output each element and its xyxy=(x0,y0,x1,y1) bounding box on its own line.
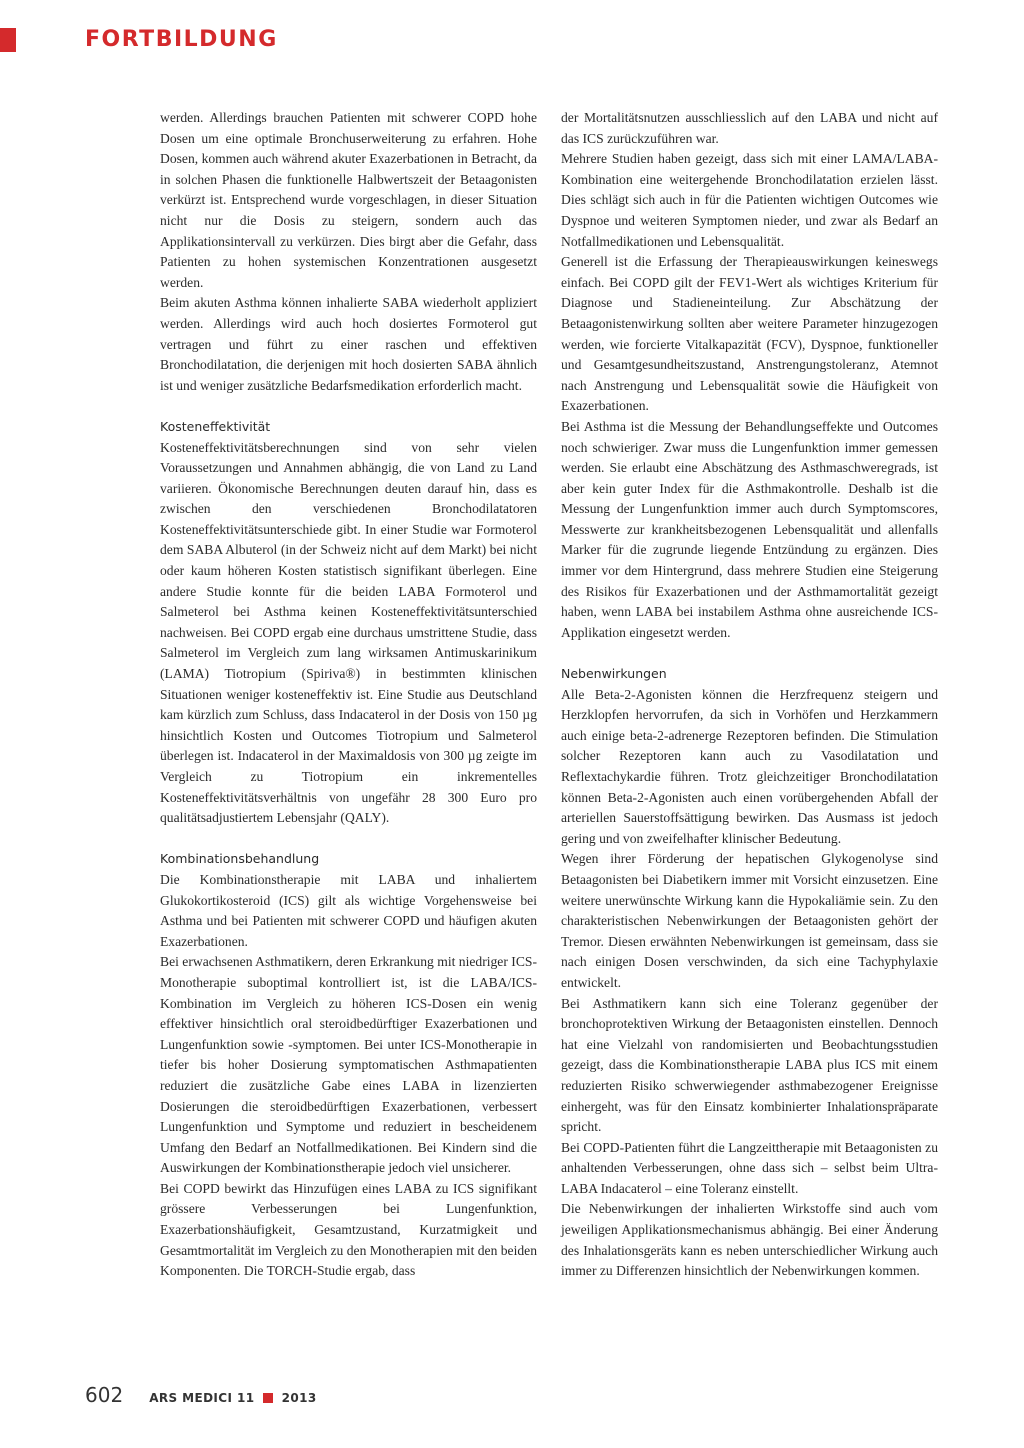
journal-info xyxy=(149,1391,316,1405)
left-column xyxy=(160,108,537,1282)
footer-marker xyxy=(263,1393,273,1403)
section-title: FORTBILDUNG xyxy=(85,27,278,52)
journal-name: ARS MEDICI 11 xyxy=(149,1391,255,1405)
page-number: 602 xyxy=(85,1383,124,1407)
paragraph: Die Kombinationstherapie mit LABA und inhaliertem Glukokortikosteroid (ICS) gilt als wichtige Vorgehensweise bei Asthma und bei Patienten mit schwerer COPD und häufigen akuten Exazerbationen. xyxy=(160,871,537,949)
paragraph: Bei Asthmatikern kann sich eine Toleranz gegenüber der bronchoprotektiven Wirkung der Betaagonisten einstellen. Dennoch hat eine Vielzahl von randomisierten und Beobachtungsstudien gezeigt, dass die Kombinationstherapie LABA plus ICS mit einem reduzierten Risiko schwerwiegender asthmabezogener Ereignisse einhergeht, was für den Einsatz kombinierter Inhalationspräparate spricht. xyxy=(561,995,938,1135)
paragraph: Bei erwachsenen Asthmatikern, deren Erkrankung mit niedriger ICS-Monotherapie suboptimal kontrolliert ist, ist die LABA/ICS-Kombination im Vergleich zu höheren ICS-Dosen ein wenig effektiver hinsichtlich oral steroidbedürftiger Exazerbationen und Lungenfunktion sowie -symptomen. Bei unter ICS-Monotherapie in tiefer bis hoher Dosierung symptomatischen Asthmapatienten reduziert die zusätzliche Gabe eines LABA in lizenzierten Dosierungen die steroidbedürftigen Exazerbationen, verbessert Lungenfunktion und Symptome und reduziert in bescheidenem Umfang den Bedarf an Notfallmedikationen. Bei Kindern sind die Auswirkungen der Kombinationstherapie jedoch viel unsicherer. xyxy=(160,954,537,1176)
paragraph: Bei COPD bewirkt das Hinzufügen eines LABA zu ICS signifikant grössere Verbesserungen bei Lungenfunktion, Exazerbationshäufigkeit, Gesamtzustand, Kurzatmigkeit und Gesamtmortalität im Vergleich zu den Monotherapien mit den beiden Komponenten. Die TORCH-Studie ergab, dass xyxy=(160,1180,537,1279)
paragraph: Generell ist die Erfassung der Therapieauswirkungen keineswegs einfach. Bei COPD gilt der FEV1-Wert als wichtiges Kriterium für Diagnose und Stadieneinteilung. Zur Abschätzung der Betaagonistenwirkung sollten aber weitere Parameter hinzugezogen werden, wie forcierte Vitalkapazität (FCV), Dyspnoe, funktioneller und Gesamtgesundheitszustand, Anstrengungstoleranz, Atemnot nach Anstrengung und Lebensqualität sowie die Häufigkeit von Exazerbationen. xyxy=(561,254,938,414)
page-footer xyxy=(85,1383,317,1407)
paragraph: der Mortalitätsnutzen ausschliesslich auf den LABA und nicht auf das ICS zurückzuführen war. xyxy=(561,110,938,146)
paragraph: Beim akuten Asthma können inhalierte SABA wiederholt appliziert werden. Allerdings wird auch hoch dosiertes Formoterol gut vertragen und führt zu einer raschen und effektiven Bronchodilatation, die derjenigen mit hoch dosierten SABA ähnlich ist und weniger zusätzliche Bedarfsmedikation erforderlich macht. xyxy=(160,295,537,393)
paragraph: Bei Asthma ist die Messung der Behandlungseffekte und Outcomes noch schwieriger. Zwar muss die Lungenfunktion immer gemessen werden. Sie erlaubt eine Abschätzung des Asthmaschweregrads, ist aber kein guter Index für die Asthmakontrolle. Deshalb ist die Messung der Lungenfunktion immer auch durch Symptomscores, Messwerte zur krankheitsbezogenen Lebensqualität und allenfalls Marker für die zugrunde liegende Entzündung zu ergänzen. Dies immer vor dem Hintergrund, dass mehrere Studien eine Steigerung des Risikos für Exazerbationen und der Asthmamortalität gezeigt haben, wenn LABA bei instabilem Asthma ohne ausreichende ICS-Applikation eingesetzt werden. xyxy=(561,418,938,640)
subheading-kombinationsbehandlung: Kombinationsbehandlung xyxy=(160,851,320,867)
subheading-nebenwirkungen: Nebenwirkungen xyxy=(561,666,667,682)
subheading-kosteneffektivitaet: Kosteneffektivität xyxy=(160,418,271,434)
paragraph: Die Nebenwirkungen der inhalierten Wirkstoffe sind auch vom jeweiligen Applikationsmechanismus abhängig. Bei einer Änderung des Inhalationsgeräts kann es neben unterschiedlicher Wirkung auch immer zu Differenzen hinsichtlich der Nebenwirkungen kommen. xyxy=(561,1201,938,1279)
right-column xyxy=(561,108,938,1282)
section-marker xyxy=(0,28,16,52)
paragraph: Wegen ihrer Förderung der hepatischen Glykogenolyse sind Betaagonisten bei Diabetikern immer mit Vorsicht einzusetzen. Eine weitere unerwünschte Wirkung kann die Hypokaliämie sein. Zu den charakteristischen Nebenwirkungen der Betaagonisten gehört der Tremor. Diesen erwähnten Nebenwirkungen ist gemeinsam, dass sie nach einigen Dosen verschwinden, da sich eine Tachyphylaxie entwickelt. xyxy=(561,851,938,990)
paragraph: Mehrere Studien haben gezeigt, dass sich mit einer LAMA/LABA-Kombination eine weitergehende Bronchodilatation erzielen lässt. Dies schlägt sich auch in für die Patienten wichtigen Outcomes wie Dyspnoe und weiteren Symptomen nieder, und zwar als Bedarf an Notfallmedikationen und Lebensqualität. xyxy=(561,151,938,249)
paragraph: Bei COPD-Patienten führt die Langzeittherapie mit Betaagonisten zu anhaltenden Verbesserungen, ohne dass sich – selbst beim Ultra-LABA Indacaterol – eine Toleranz einstellt. xyxy=(561,1139,938,1196)
paragraph: Kosteneffektivitätsberechnungen sind von sehr vielen Voraussetzungen und Annahmen abhängig, die von Land zu Land variieren. Ökonomische Berechnungen deuten darauf hin, dass es zwischen den verschiedenen Bronchodilatatoren Kosteneffektivitätsunterschiede gibt. In einer Studie war Formoterol dem SABA Albuterol (in der Schweiz nicht auf dem Markt) bei nicht oder kaum höheren Kosten statistisch signifikant überlegen. Eine andere Studie konnte für die beiden LABA Formoterol und Salmeterol bei Asthma keinen Kosteneffektivitätsunterschied nachweisen. Bei COPD ergab eine durchaus umstrittene Studie, dass Salmeterol im Vergleich zum lang wirksamen Antimuskarinikum (LAMA) Tiotropium (Spiriva®) in bestimmten klinischen Situationen weniger kosteneffektiv ist. Eine Studie aus Deutschland kam kürzlich zum Schluss, dass Indacaterol in der Dosis von 150 µg hinsichtlich Kosten und Outcomes Tiotropium und Salmeterol überlegen ist. Indacaterol in der Maximaldosis von 300 µg zeigte im Vergleich zu Tiotropium ein inkrementelles Kosteneffektivitätsverhältnis von ungefähr 28 300 Euro pro qualitätsadjustiertem Lebensjahr (QALY). xyxy=(160,439,537,826)
paragraph: werden. Allerdings brauchen Patienten mit schwerer COPD hohe Dosen um eine optimale Bronchuserweiterung zu erfahren. Hohe Dosen, kommen auch während akuter Exazerbationen in Betracht, da in solchen Phasen die funktionelle Halbwertszeit der Betaagonisten verkürzt ist. Entsprechend wurde vorgeschlagen, in dieser Situation nicht nur die Dosis zu steigern, sondern auch das Applikationsintervall zu verkürzen. Dies birgt aber die Gefahr, dass Patienten zu hohen systemischen Konzentrationen ausgesetzt werden. xyxy=(160,110,537,290)
journal-year: 2013 xyxy=(281,1391,317,1405)
paragraph: Alle Beta-2-Agonisten können die Herzfrequenz steigern und Herzklopfen hervorrufen, da sich in Vorhöfen und Herzkammern auch einige beta-2-adrenerge Rezeptoren befinden. Die Stimulation solcher Rezeptoren kann auch zu Vasodilatation und Reflextachykardie führen. Trotz gleichzeitiger Bronchodilatation können Beta-2-Agonisten auch einen vorübergehenden Abfall der arteriellen Sauerstoffsättigung bewirken. Das Ausmass ist jedoch gering und von zweifelhafter klinischer Bedeutung. xyxy=(561,686,938,846)
